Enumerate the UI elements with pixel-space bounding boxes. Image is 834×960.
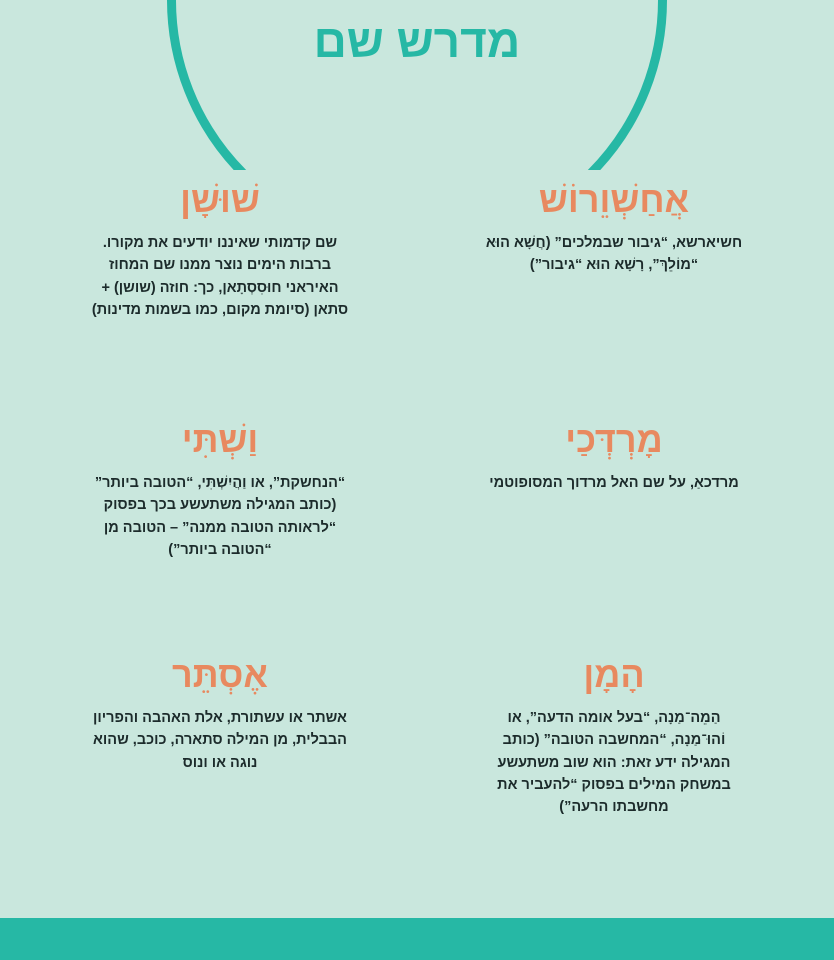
entry-description: מרדכאַ, על שם האל מרדוך המסופוטמי	[489, 474, 739, 491]
entry-description: הַמֵה־מַנָה, “בעל אומה הדעה”, או וֹהוּ־מַנָה, “המחשבה הטובה” (כותב המגילה ידע זאת: הוא שוב משתעשע במשחק המילים בפסוק “להעביר את מחשבתו הרעה”)	[497, 709, 731, 816]
entry-shushan	[28, 180, 412, 420]
entry-name: וַשְׁתִּי	[181, 419, 259, 460]
entry-esther	[28, 655, 412, 855]
entries-grid	[0, 170, 834, 855]
entry-name: אֲחַשְׁוֵרוֹשׁ	[538, 179, 690, 220]
entry-achashverosh	[422, 180, 806, 420]
entry-description: “הנחשקת”, או וַהֲיִשְׁתִּי, “הטובה ביותר” (כותב המגילה משתעשע בכך בפסוק “לראותה הטובה ממנה” – הטובה מן “הטובה ביותר”)	[94, 474, 346, 558]
entry-description: אשתר או עשתורת, אלת האהבה והפריון הבבלית, מן המילה סתארה, כוכב, שהוא נוגה או ונוס	[93, 709, 347, 771]
entry-haman	[422, 655, 806, 855]
page-title: מדרש שם	[313, 15, 521, 67]
entry-name: אֶסְתֵּר	[172, 654, 268, 695]
entry-description: שם קדמותי שאיננו יודעים את מקורו. ברבות הימים נוצר ממנו שם המחוז האיראני חוּסִסְתָאן, כך: חוזה (שושן) + סתאן (סיומת מקום, כמו בשמות מדינות)	[91, 234, 349, 318]
entry-vashti	[28, 420, 412, 655]
entry-mordechai	[422, 420, 806, 655]
footer-band	[0, 918, 834, 960]
page-header	[0, 0, 834, 170]
entry-name: הָמָן	[583, 654, 645, 695]
entry-name: מָרְדְּכַי	[565, 419, 663, 460]
entry-description: חשיארשא, “גיבור שבמלכים” (חֲשָׁא הוּא “מוֹלֵךְ”, רָשָׁא הוּא “גיבור”)	[485, 234, 743, 274]
entry-name: שׁוּשָׁן	[180, 179, 260, 220]
